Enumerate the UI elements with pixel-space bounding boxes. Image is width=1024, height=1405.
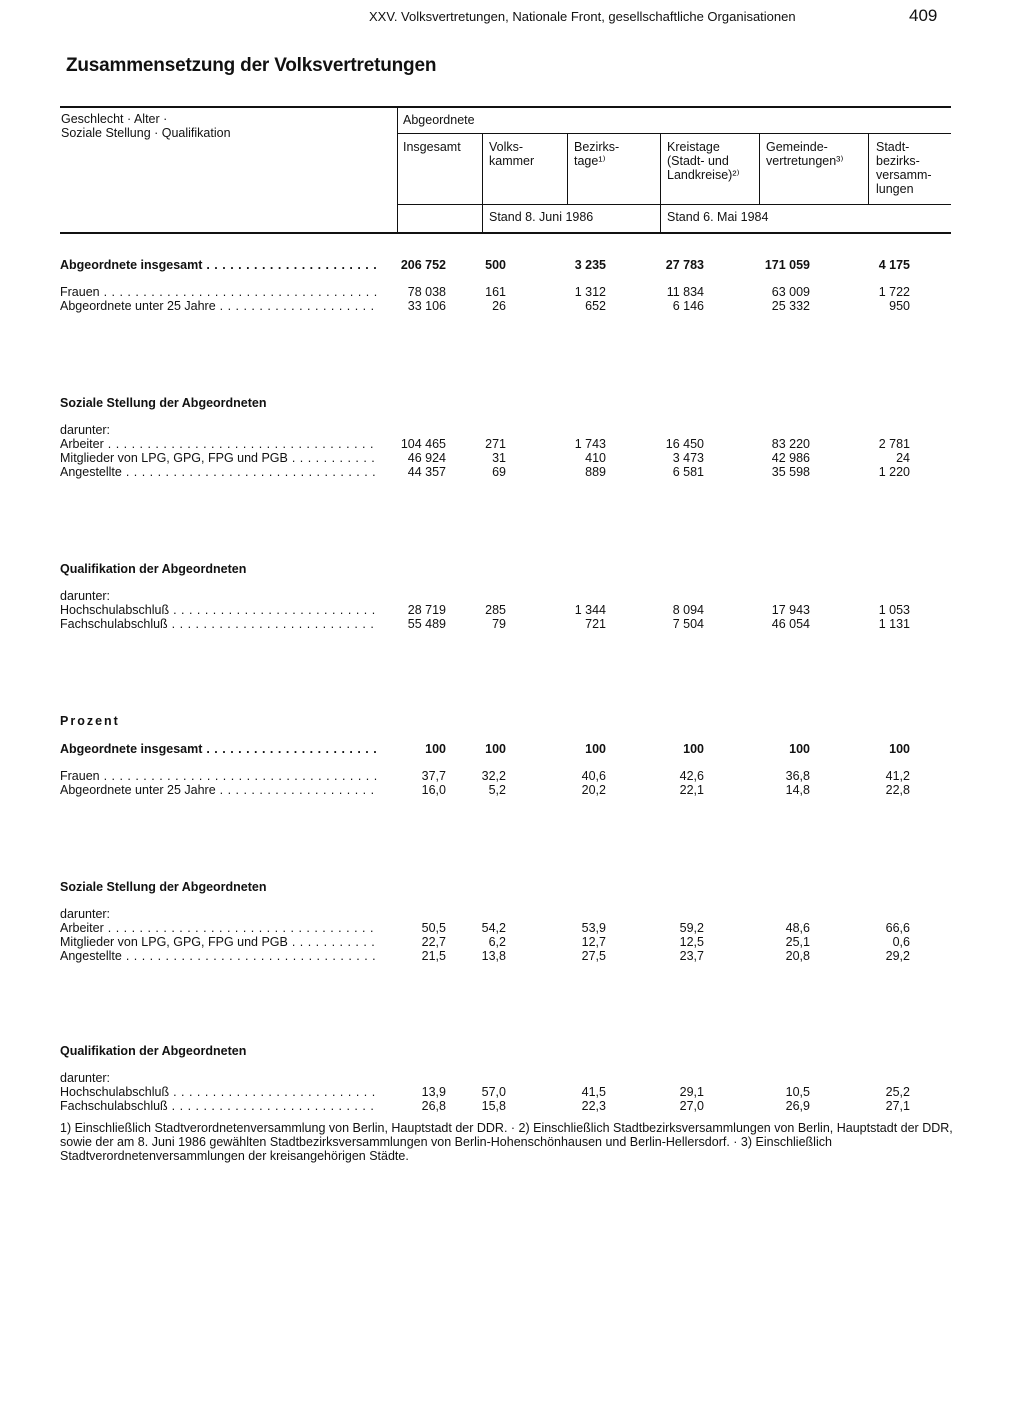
cell-insgesamt: 55 489 [407, 617, 446, 631]
cell-kreistage: 23,7 [679, 949, 704, 963]
table-row [0, 1099, 1024, 1113]
cell-insgesamt: 37,7 [421, 769, 446, 783]
cell-kreistage: 59,2 [679, 921, 704, 935]
cell-gemeindevertretungen: 83 220 [771, 437, 810, 451]
cell-kreistage: 6 581 [672, 465, 704, 479]
cell-bezirkstage: 53,9 [581, 921, 606, 935]
row-label: Frauen . . . [60, 769, 378, 783]
row-label: Frauen . . . [60, 285, 378, 299]
section-subtitle: darunter: [60, 1071, 111, 1085]
table-row [0, 783, 1024, 797]
table-row [0, 451, 1024, 465]
cell-insgesamt: 33 106 [407, 299, 446, 313]
cell-gemeindevertretungen: 14,8 [785, 783, 810, 797]
cell-gemeindevertretungen: 25 332 [771, 299, 810, 313]
row-label: Hochschulabschluß . . . [60, 1085, 378, 1099]
cell-kreistage: 27,0 [679, 1099, 704, 1113]
group-header: Abgeordnete [403, 113, 475, 127]
cell-gemeindevertretungen: 17 943 [771, 603, 810, 617]
cell-gemeindevertretungen: 25,1 [785, 935, 810, 949]
cell-kreistage: 7 504 [672, 617, 704, 631]
cell-gemeindevertretungen: 26,9 [785, 1099, 810, 1113]
cell-volkskammer: 161 [485, 285, 506, 299]
cell-stadtbezirksversammlungen: 22,8 [885, 783, 910, 797]
cell-insgesamt: 78 038 [407, 285, 446, 299]
row-label: Abgeordnete unter 25 Jahre . . . [60, 299, 378, 313]
stub-header: Geschlecht · Alter · Soziale Stellung · Qualifikation [61, 112, 231, 140]
cell-gemeindevertretungen: 35 598 [771, 465, 810, 479]
cell-kreistage: 29,1 [679, 1085, 704, 1099]
row-label: Fachschulabschluß . . . [60, 617, 378, 631]
col-header-gemeindevertretungen: Gemeinde- vertretungen³⁾ [766, 140, 844, 168]
cell-volkskammer: 6,2 [488, 935, 506, 949]
cell-volkskammer: 54,2 [481, 921, 506, 935]
table-row [0, 921, 1024, 935]
cell-stadtbezirksversammlungen: 2 781 [878, 437, 910, 451]
table-row [0, 949, 1024, 963]
col-header-stadtbezirksversammlungen: Stadt- bezirks- versamm- lungen [876, 140, 932, 196]
cell-stadtbezirksversammlungen: 1 220 [878, 465, 910, 479]
stub-divider [397, 108, 398, 232]
cell-volkskammer: 13,8 [481, 949, 506, 963]
col-divider-1 [482, 134, 483, 232]
cell-stadtbezirksversammlungen: 41,2 [885, 769, 910, 783]
cell-bezirkstage: 652 [585, 299, 606, 313]
cell-bezirkstage: 41,5 [581, 1085, 606, 1099]
row-label: Abgeordnete insgesamt . . . [60, 742, 378, 756]
cell-stadtbezirksversammlungen: 1 722 [878, 285, 910, 299]
cell-bezirkstage: 1 312 [574, 285, 606, 299]
table-row [0, 935, 1024, 949]
cell-insgesamt: 21,5 [421, 949, 446, 963]
cell-kreistage: 3 473 [672, 451, 704, 465]
cell-volkskammer: 285 [485, 603, 506, 617]
table-row [0, 769, 1024, 783]
cell-volkskammer: 26 [492, 299, 506, 313]
table-row [0, 258, 1024, 272]
section-subtitle: darunter: [60, 589, 111, 603]
cell-gemeindevertretungen: 48,6 [785, 921, 810, 935]
cell-kreistage: 12,5 [679, 935, 704, 949]
cell-bezirkstage: 721 [585, 617, 606, 631]
col-divider-3 [660, 134, 661, 232]
running-head: XXV. Volksvertretungen, Nationale Front, gesellschaftliche Organisationen [369, 9, 796, 24]
row-label: Mitglieder von LPG, GPG, FPG und PGB . . . [60, 935, 378, 949]
section-subtitle: darunter: [60, 423, 111, 437]
cell-volkskammer: 271 [485, 437, 506, 451]
stand-rule [398, 204, 951, 205]
stand-1986: Stand 8. Juni 1986 [489, 210, 594, 224]
cell-gemeindevertretungen: 10,5 [785, 1085, 810, 1099]
cell-stadtbezirksversammlungen: 1 131 [878, 617, 910, 631]
cell-stadtbezirksversammlungen: 27,1 [885, 1099, 910, 1113]
row-label: Abgeordnete unter 25 Jahre . . . [60, 783, 378, 797]
table-row [0, 465, 1024, 479]
cell-kreistage: 22,1 [679, 783, 704, 797]
cell-insgesamt: 46 924 [407, 451, 446, 465]
cell-stadtbezirksversammlungen: 24 [896, 451, 910, 465]
cell-stadtbezirksversammlungen: 25,2 [885, 1085, 910, 1099]
cell-insgesamt: 13,9 [421, 1085, 446, 1099]
footnotes: 1) Einschließlich Stadtverordnetenversammlung von Berlin, Hauptstadt der DDR. · 2) Einschließlich Stadtbezirksversammlungen von Berlin, Hauptstadt der DDR, sowie der am 8. Juni 1986 gewählten Stadtbezirksversammlungen von Berlin-Hohenschönhausen und Berlin-Hellersdorf. · 3) Einschließlich Stadtverordnetenversammlungen der kreisangehörigen Städte. [60, 1121, 953, 1163]
section-title: Soziale Stellung der Abgeordneten [60, 880, 267, 894]
cell-kreistage: 42,6 [679, 769, 704, 783]
table-top-rule [60, 106, 951, 108]
row-label: Angestellte . . . [60, 949, 378, 963]
cell-insgesamt: 26,8 [421, 1099, 446, 1113]
row-label: Abgeordnete insgesamt . . . [60, 258, 378, 272]
cell-bezirkstage: 1 743 [574, 437, 606, 451]
cell-insgesamt: 100 [425, 742, 446, 756]
cell-stadtbezirksversammlungen: 100 [889, 742, 910, 756]
cell-insgesamt: 104 465 [400, 437, 446, 451]
row-label: Mitglieder von LPG, GPG, FPG und PGB . . . [60, 451, 378, 465]
cell-volkskammer: 100 [485, 742, 506, 756]
col-header-kreistage: Kreistage (Stadt- und Landkreise)²⁾ [667, 140, 740, 182]
cell-gemeindevertretungen: 100 [789, 742, 810, 756]
cell-gemeindevertretungen: 63 009 [771, 285, 810, 299]
cell-kreistage: 11 834 [666, 285, 704, 299]
row-label: Arbeiter . . . [60, 437, 378, 451]
table-row [0, 1085, 1024, 1099]
cell-stadtbezirksversammlungen: 1 053 [878, 603, 910, 617]
section-title: Qualifikation der Abgeordneten [60, 1044, 247, 1058]
cell-volkskammer: 57,0 [481, 1085, 506, 1099]
cell-volkskammer: 32,2 [481, 769, 506, 783]
cell-stadtbezirksversammlungen: 29,2 [885, 949, 910, 963]
cell-kreistage: 27 783 [665, 258, 704, 272]
cell-volkskammer: 69 [492, 465, 506, 479]
cell-gemeindevertretungen: 36,8 [785, 769, 810, 783]
cell-gemeindevertretungen: 46 054 [771, 617, 810, 631]
cell-kreistage: 6 146 [672, 299, 704, 313]
col-divider-2 [567, 134, 568, 204]
table-row [0, 742, 1024, 756]
cell-stadtbezirksversammlungen: 4 175 [878, 258, 910, 272]
section-title: Prozent [60, 714, 120, 728]
cell-bezirkstage: 12,7 [581, 935, 606, 949]
row-label: Arbeiter . . . [60, 921, 378, 935]
cell-insgesamt: 44 357 [407, 465, 446, 479]
page-title: Zusammensetzung der Volksvertretungen [66, 55, 437, 76]
cell-volkskammer: 15,8 [481, 1099, 506, 1113]
cell-insgesamt: 50,5 [421, 921, 446, 935]
cell-bezirkstage: 40,6 [581, 769, 606, 783]
cell-bezirkstage: 20,2 [581, 783, 606, 797]
cell-insgesamt: 22,7 [421, 935, 446, 949]
section-title: Qualifikation der Abgeordneten [60, 562, 247, 576]
cell-volkskammer: 79 [492, 617, 506, 631]
table-row [0, 285, 1024, 299]
section-title: Soziale Stellung der Abgeordneten [60, 396, 267, 410]
cell-kreistage: 16 450 [665, 437, 704, 451]
section-subtitle: darunter: [60, 907, 111, 921]
row-label: Hochschulabschluß . . . [60, 603, 378, 617]
stand-1984: Stand 6. Mai 1984 [667, 210, 769, 224]
cell-bezirkstage: 410 [585, 451, 606, 465]
cell-volkskammer: 500 [485, 258, 506, 272]
cell-gemeindevertretungen: 20,8 [785, 949, 810, 963]
cell-stadtbezirksversammlungen: 950 [889, 299, 910, 313]
cell-bezirkstage: 27,5 [581, 949, 606, 963]
cell-bezirkstage: 22,3 [581, 1099, 606, 1113]
cell-bezirkstage: 100 [585, 742, 606, 756]
cell-insgesamt: 28 719 [407, 603, 446, 617]
cell-stadtbezirksversammlungen: 66,6 [885, 921, 910, 935]
cell-bezirkstage: 3 235 [574, 258, 606, 272]
row-label: Fachschulabschluß . . . [60, 1099, 378, 1113]
cell-gemeindevertretungen: 42 986 [771, 451, 810, 465]
cell-gemeindevertretungen: 171 059 [764, 258, 810, 272]
cell-insgesamt: 16,0 [421, 783, 446, 797]
col-header-volkskammer: Volks- kammer [489, 140, 535, 168]
row-label: Angestellte . . . [60, 465, 378, 479]
cell-bezirkstage: 889 [585, 465, 606, 479]
cell-volkskammer: 31 [492, 451, 506, 465]
col-header-bezirkstage: Bezirks- tage¹⁾ [574, 140, 620, 168]
cell-volkskammer: 5,2 [488, 783, 506, 797]
cell-kreistage: 100 [683, 742, 704, 756]
cell-kreistage: 8 094 [672, 603, 704, 617]
cell-bezirkstage: 1 344 [574, 603, 606, 617]
table-row [0, 603, 1024, 617]
cell-insgesamt: 206 752 [400, 258, 446, 272]
header-bottom-rule [60, 232, 951, 234]
col-divider-5 [868, 134, 869, 204]
table-row [0, 437, 1024, 451]
table-row [0, 299, 1024, 313]
table-row [0, 617, 1024, 631]
page-number: 409 [909, 6, 938, 25]
cell-stadtbezirksversammlungen: 0,6 [892, 935, 910, 949]
col-divider-4 [759, 134, 760, 204]
col-header-insgesamt: Insgesamt [403, 140, 461, 154]
